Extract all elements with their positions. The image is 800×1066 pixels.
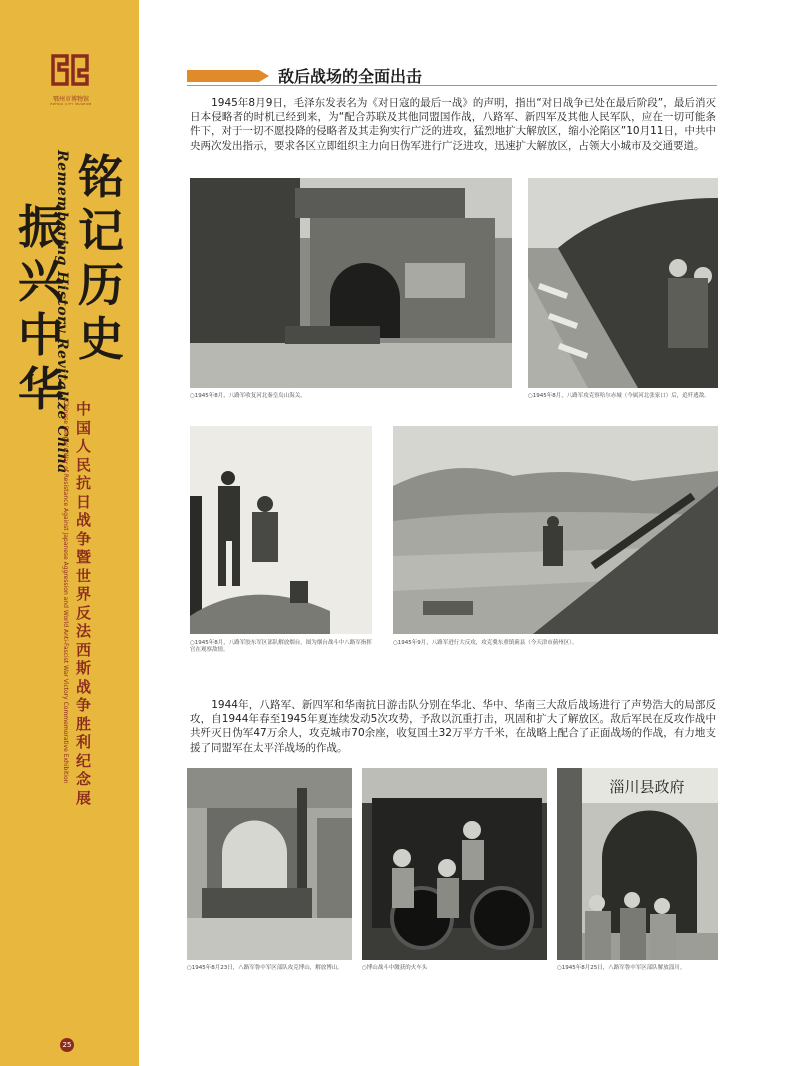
caption-photo-5: ○1945年8月23日，八路军鲁中军区部队攻克博山，解放博山。 xyxy=(187,965,343,971)
paragraph-1: 1945年8月9日，毛泽东发表名为《对日寇的最后一战》的声明，指出“对日战争已处在最后阶段”，最后消灭日本侵略者的时机已经到来，为“配合苏联及其他同盟国作战，八路军、新四军及其他人民军队，应在一切可能条件下，对于一切不愿投降的侵略者及其走狗实行广泛的进攻，猛烈地扩大解放区，缩小沦陷区”10月11日，中共中央两次发出指示，要求各区立即组织主力向日伪军进行广泛进攻，迅速扩大解放区，占领大小城市及交通要道。 xyxy=(190,97,716,152)
heading-underline xyxy=(187,85,717,86)
photo-boshan xyxy=(187,768,352,960)
gate-sign-text: 淄川县政府 xyxy=(609,778,685,796)
museum-logo-icon xyxy=(47,50,93,90)
title-line1: 铭记历史 xyxy=(78,150,124,366)
heading-accent-bar xyxy=(187,70,259,82)
caption-photo-2: ○1945年8月，八路军攻克察哈尔赤城（今属河北张家口）后，追歼逃敌。 xyxy=(528,393,710,399)
caption-photo-7: ○1945年8月25日，八路军鲁中军区部队解放淄川。 xyxy=(557,965,686,971)
sidebar xyxy=(0,0,139,1066)
caption-photo-3: ○1945年8月，八路军胶东军区部队解放烟台。图为烟台战斗中八路军指挥官在观察敌情。 xyxy=(190,640,372,653)
photo-shanhaiguan xyxy=(190,178,512,388)
exhibition-english: Chinese People's War of Resistance Against Japanese Aggression and World Anti-Fascist War Victory Commemorative Exhibition xyxy=(62,400,69,784)
logo-text: 鄂州市博物馆 xyxy=(52,96,89,103)
photo-yantai xyxy=(190,426,372,634)
title-english: Remembering History Revitalize China xyxy=(54,150,70,474)
paragraph-2: 1944年，八路军、新四军和华南抗日游击队分别在华北、华中、华南三大敌后战场进行了声势浩大的局部反攻，自1944年春至1945年夏连续发动5次攻势，予敌以沉重打击，巩固和扩大了解放区。敌后军民在反攻作战中共歼灭日伪军47万余人，攻克城市70余座，收复国土32万平方千米，在战略上配合了正面战场的作战，有力地支援了同盟军在太平洋战场的作战。 xyxy=(190,699,716,754)
photo-zichuan xyxy=(557,768,718,960)
caption-photo-1: ○1945年8月，八路军收复河北秦皇岛山海关。 xyxy=(190,393,306,399)
photo-locomotive xyxy=(362,768,547,960)
caption-photo-4: ○1945年9月，八路军进行大反攻，攻克冀东重镇蓟县（今天津市蓟州区）。 xyxy=(393,640,578,646)
page-number: 25 xyxy=(60,1038,74,1052)
logo-subtext: EZHOU CITY MUSEUM xyxy=(50,102,92,106)
title-line2: 振兴中华 xyxy=(18,200,64,416)
caption-photo-6: ○博山战斗中缴获的火车头 xyxy=(362,965,428,971)
section-heading: 敌后战场的全面出击 xyxy=(278,67,423,86)
exhibition-title: 中国人民抗日战争暨世界反法西斯战争胜利纪念展 xyxy=(76,400,92,807)
photo-jixian xyxy=(393,426,718,634)
photo-chicheng xyxy=(528,178,718,388)
